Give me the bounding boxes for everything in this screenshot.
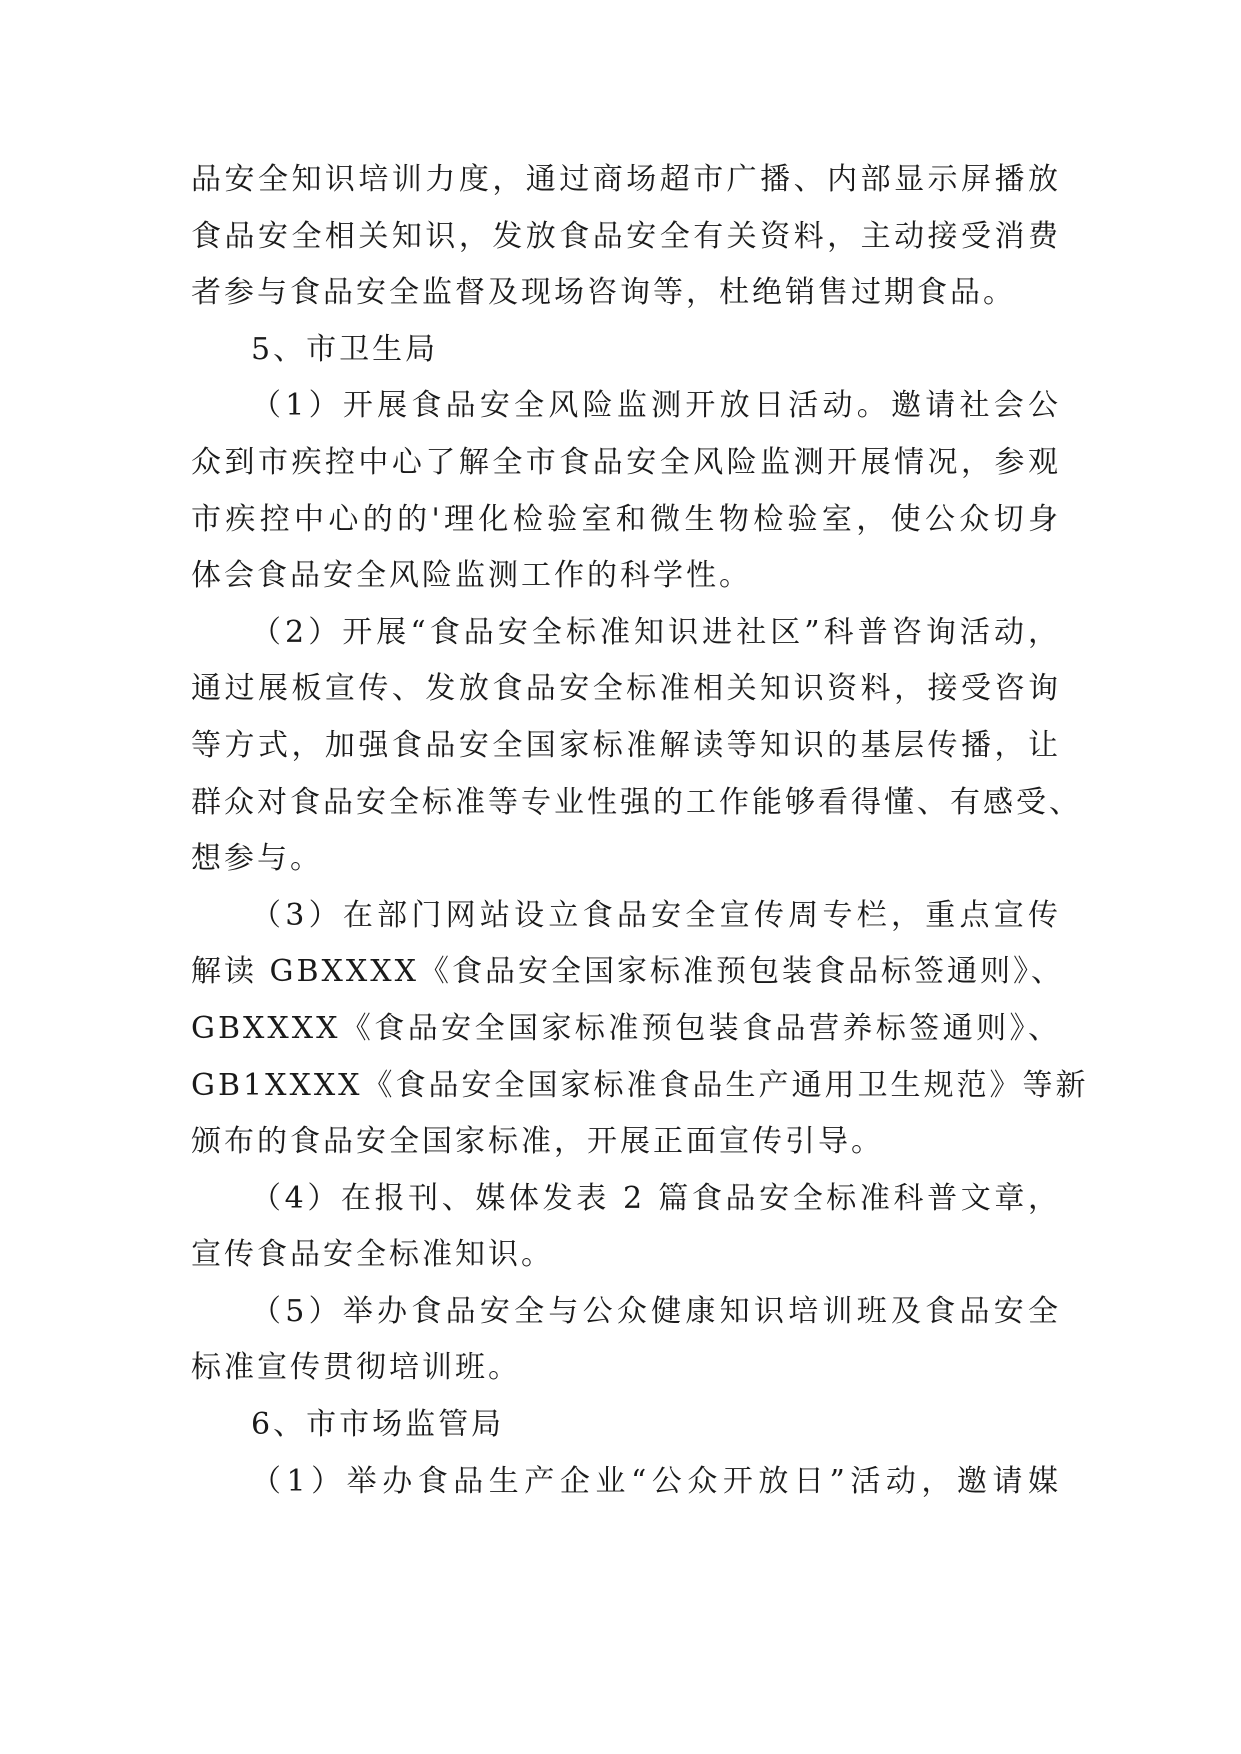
text-line: 群众对食品安全标准等专业性强的工作能够看得懂、有感受、 xyxy=(191,784,1082,820)
text-line: 解读 GBXXXX《食品安全国家标准预包装食品标签通则》、 xyxy=(191,954,1064,990)
text-line: （4）在报刊、媒体发表 2 篇食品安全标准科普文章， xyxy=(251,1180,1061,1216)
text-line: 宣传食品安全标准知识。 xyxy=(191,1237,554,1273)
text-line: 想参与。 xyxy=(191,841,323,877)
text-line: 者参与食品安全监督及现场咨询等，杜绝销售过期食品。 xyxy=(191,275,1016,311)
text-line: （3）在部门网站设立食品安全宣传周专栏，重点宣传 xyxy=(251,897,1061,933)
text-line: 等方式，加强食品安全国家标准解读等知识的基层传播，让 xyxy=(191,727,1061,763)
section-heading: 5、市卫生局 xyxy=(251,331,439,367)
text-line: 颁布的食品安全国家标准，开展正面宣传引导。 xyxy=(191,1124,884,1160)
text-line: 品安全知识培训力度，通过商场超市广播、内部显示屏播放 xyxy=(191,162,1061,197)
text-line: 众到市疾控中心了解全市食品安全风险监测开展情况，参观 xyxy=(191,444,1061,480)
text-line: 标准宣传贯彻培训班。 xyxy=(191,1350,521,1386)
text-line: 食品安全相关知识，发放食品安全有关资料，主动接受消费 xyxy=(191,218,1061,254)
text-line: （1）举办食品生产企业“公众开放日”活动，邀请媒 xyxy=(251,1463,1061,1499)
text-line: 体会食品安全风险监测工作的科学性。 xyxy=(191,558,752,594)
body-text xyxy=(191,152,1089,1510)
text-line: GB1XXXX《食品安全国家标准食品生产通用卫生规范》等新 xyxy=(191,1067,1089,1103)
text-line: （5）举办食品安全与公众健康知识培训班及食品安全 xyxy=(251,1293,1061,1329)
section-heading: 6、市市场监管局 xyxy=(251,1407,505,1443)
text-line: （2）开展“食品安全标准知识进社区”科普咨询活动， xyxy=(251,614,1061,650)
text-line: 市疾控中心的的'理化检验室和微生物检验室，使公众切身 xyxy=(191,501,1061,537)
text-line: GBXXXX《食品安全国家标准预包装食品营养标签通则》、 xyxy=(191,1010,1061,1046)
text-line: 通过展板宣传、发放食品安全标准相关知识资料，接受咨询 xyxy=(191,671,1061,707)
text-line: （1）开展食品安全风险监测开放日活动。邀请社会公 xyxy=(251,388,1061,424)
